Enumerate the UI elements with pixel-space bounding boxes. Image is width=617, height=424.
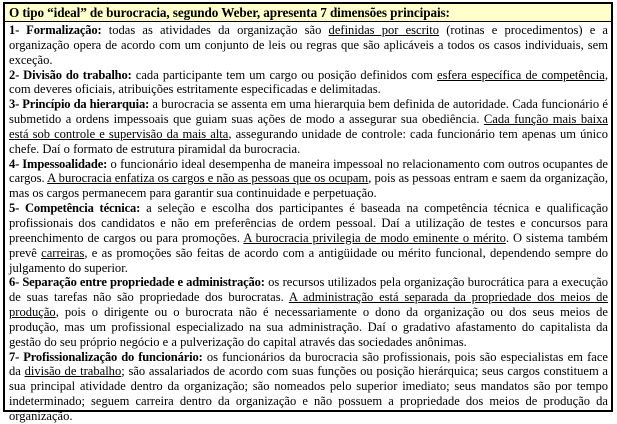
item-label: 3- Princípio da hierarquia: [9, 97, 150, 112]
dimension-item [9, 68, 608, 98]
item-label: 2- Divisão do trabalho: [9, 67, 132, 82]
item-text: , assegurando unidade de controle: cada funcionário tem apenas um único chefe. Daí o formato de estrutura piramidal da burocracia. [9, 126, 608, 156]
document-bordered-box [3, 2, 613, 423]
dimension-item [9, 157, 608, 202]
item-label: 5- Competência técnica: [9, 201, 141, 216]
item-text: (rotinas e procedimentos) e a organização opera de acordo com um conjunto de leis ou regras que são aplicáveis a todos os casos individuais, sem exceção. [9, 23, 609, 67]
item-text: com deveres oficiais, atribuições estritamente especificadas e delimitadas. [9, 82, 381, 97]
item-text: a seleção e escolha dos participantes é baseada na competência técnica e qualificação profissionais dos candidatos e não em preferências de ordem pessoal. Daí a utilização de testes e concursos para preenchimento de cargos ou para promoções. [9, 201, 609, 245]
item-label: 6- Separação entre propriedade e administração: [9, 275, 265, 290]
dimension-item [9, 201, 608, 275]
item-label: 7- Profissionalização do funcionário: [9, 349, 203, 364]
dimension-item [9, 350, 608, 424]
item-label: 1- Formalização: [9, 23, 102, 37]
underlined-phrase: esfera específica de competência, [437, 67, 608, 82]
dimension-item [9, 275, 608, 349]
dimension-item [9, 23, 608, 68]
underlined-phrase: carreiras [41, 245, 85, 260]
item-text: , e as promoções são feitas de acordo com a antigüidade ou mérito funcional, dependendo sempre do julgamento do superior. [9, 245, 608, 275]
item-text: os recursos utilizados pela organização burocrática para a execução de suas tarefas não são propriedade dos burocratas. [9, 275, 608, 305]
item-text: a burocracia se assenta em uma hierarquia bem definida de autoridade. Cada funcionário é submetido a ordens impessoais que guiam suas ações de modo a assegurar sua obediência. [9, 97, 608, 127]
box-title-bar [5, 4, 611, 22]
underlined-phrase: A burocracia enfatiza os cargos e não as pessoas que os ocupam [47, 171, 369, 186]
underlined-phrase: definidas por escrito [328, 23, 440, 37]
item-text: cada participante tem um cargo ou posição definidos com [131, 67, 438, 82]
box-title-text: O tipo “ideal” de burocracia, segundo Weber, apresenta 7 dimensões principais: [9, 5, 450, 20]
item-text: o funcionário ideal desempenha de maneira impessoal no relacionamento com outros ocupantes de cargos. [9, 156, 608, 186]
item-text: todas as atividades da organização são [101, 23, 329, 37]
item-label: 4- Impessoalidade: [9, 156, 108, 171]
item-text: os funcionários da burocracia são profissionais, pois são especialistas em face da [9, 349, 608, 379]
underlined-phrase: divisão de trabalho [24, 364, 122, 379]
item-text: ; são assalariados de acordo com suas funções ou posição hierárquica; seus cargos constituem a sua principal atividade dentro da organização; são nomeados pelo superior imediato; seus mandatos são por tempo indeterminado; seguem carreira dentro da organização e não possuem a propriedade dos meios de produção da organização. [9, 364, 608, 423]
dimension-item [9, 97, 608, 156]
underlined-phrase: Cada função mais baixa está sob controle e supervisão da mais alta [9, 112, 608, 141]
item-text: , pois as pessoas entram e saem da organização, mas os cargos permanecem para garantir sua continuidade e perpetuação. [9, 171, 608, 201]
item-text: . O sistema também prevê [9, 230, 608, 260]
underlined-phrase: A burocracia privilegia de modo eminente o mérito [243, 230, 506, 245]
items-list [5, 22, 611, 424]
item-text: , pois o dirigente ou o burocrata não é necessariamente o dono da organização ou dos seus meios de produção, mas um profissional especializado na sua administração. Daí o gradativo afastamento do capitalista da gestão do seu próprio negócio e a pulverização do capital através das sociedades anônimas. [9, 305, 608, 349]
underlined-phrase: A administração está separada da propriedade dos meios de produção [9, 290, 608, 320]
